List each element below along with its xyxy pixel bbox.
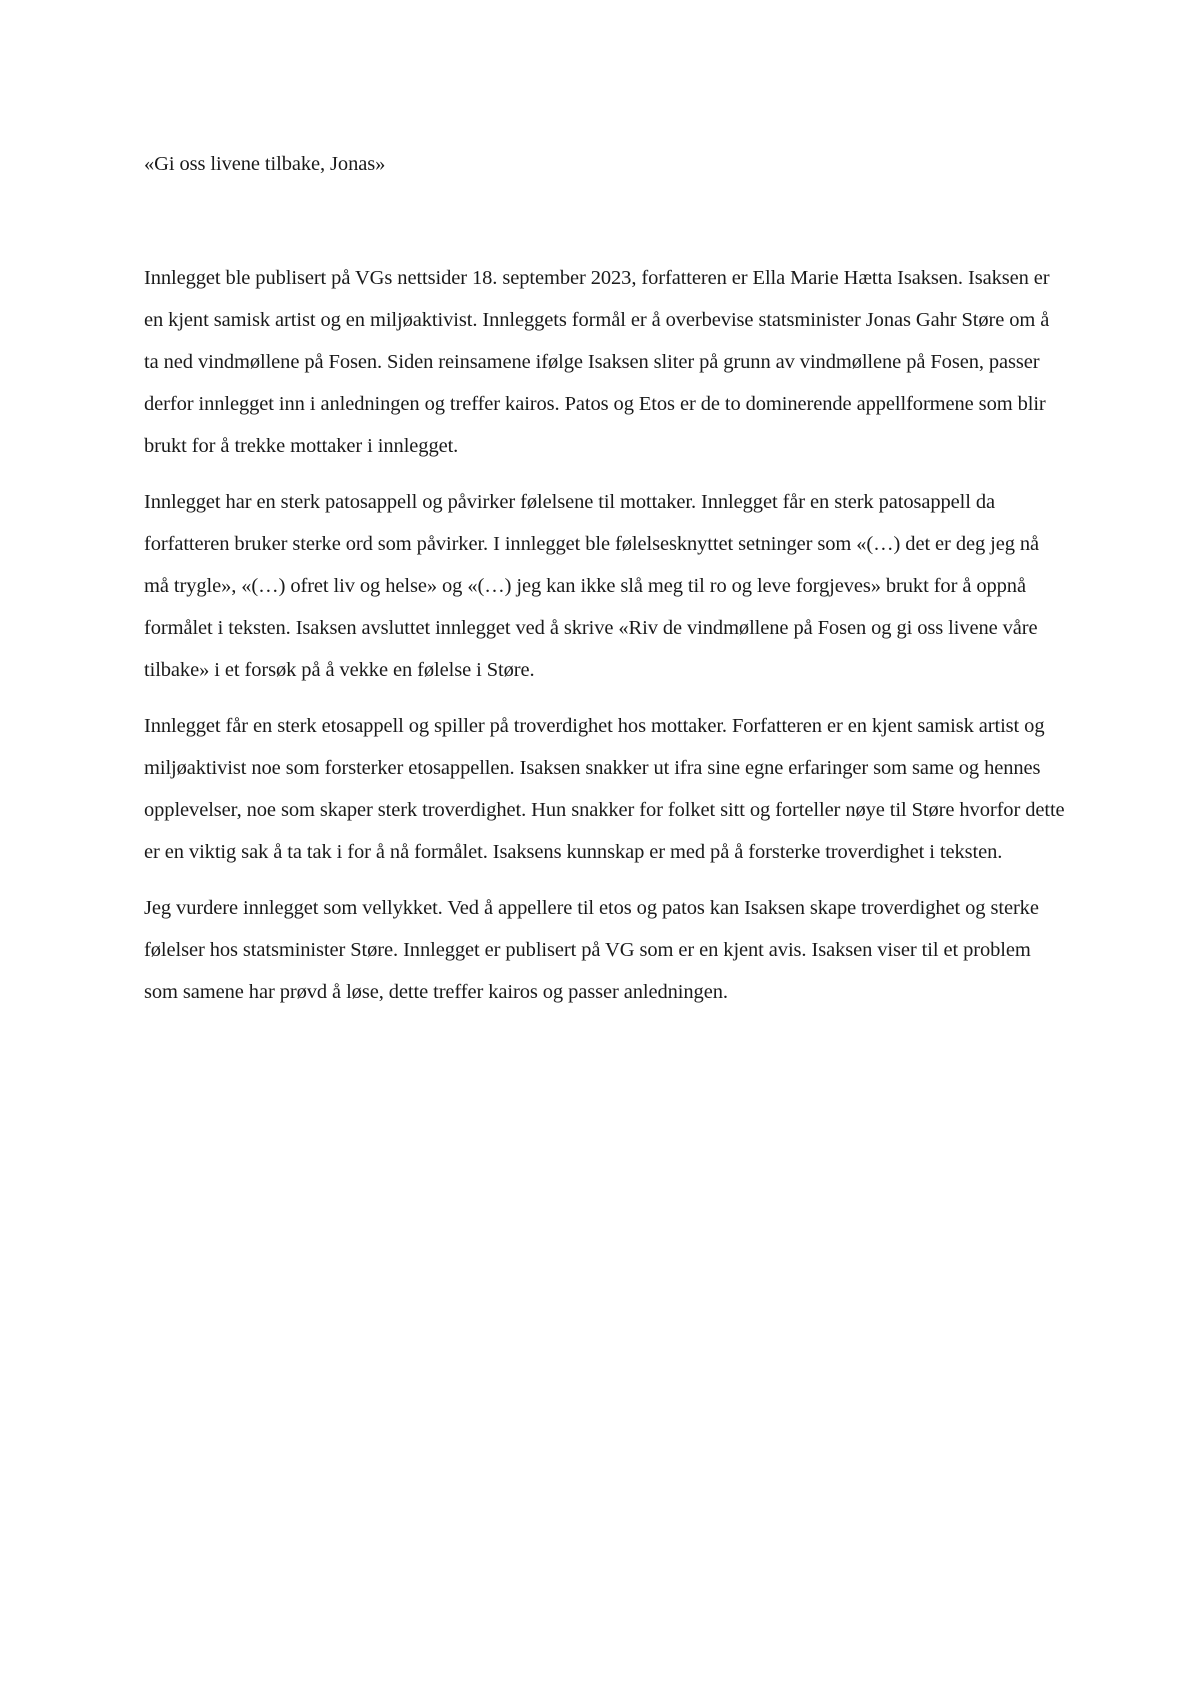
- paragraph-introduction: Innlegget ble publisert på VGs nettsider 18. september 2023, forfatteren er Ella Marie Hætta Isaksen. Isaksen er en kjent samisk artist og en miljøaktivist. Innleggets formål er å overbevise statsminister Jonas Gahr Støre om å ta ned vindmøllene på Fosen. Siden reinsamene ifølge Isaksen sliter på grunn av vindmøllene på Fosen, passer derfor innlegget inn i anledningen og treffer kairos. Patos og Etos er de to dominerende appellformene som blir brukt for å trekke mottaker i innlegget.: [144, 267, 1050, 457]
- paragraph-etos: Innlegget får en sterk etosappell og spiller på troverdighet hos mottaker. Forfatteren er en kjent samisk artist og miljøaktivist noe som forsterker etosappellen. Isaksen snakker ut ifra sine egne erfaringer som same og hennes opplevelser, noe som skaper sterk troverdighet. Hun snakker for folket sitt og forteller nøye til Støre hvorfor dette er en viktig sak å ta tak i for å nå formålet. Isaksens kunnskap er med på å forsterke troverdighet i teksten.: [144, 715, 1065, 863]
- paragraph-conclusion: Jeg vurdere innlegget som vellykket. Ved å appellere til etos og patos kan Isaksen skape troverdighet og sterke følelser hos statsminister Støre. Innlegget er publisert på VG som er en kjent avis. Isaksen viser til et problem som samene har prøvd å løse, dette treffer kairos og passer anledningen.: [144, 897, 1039, 1003]
- document-title: «Gi oss livene tilbake, Jonas»: [144, 153, 386, 175]
- paragraph-patos: Innlegget har en sterk patosappell og påvirker følelsene til mottaker. Innlegget får en sterk patosappell da forfatteren bruker sterke ord som påvirker. I innlegget ble følelsesknyttet setninger som «(…) det er deg jeg nå må trygle», «(…) ofret liv og helse» og «(…) jeg kan ikke slå meg til ro og leve forgjeves» brukt for å oppnå formålet i teksten. Isaksen avsluttet innlegget ved å skrive «Riv de vindmøllene på Fosen og gi oss livene våre tilbake» i et forsøk på å vekke en følelse i Støre.: [144, 491, 1040, 681]
- document-body: [144, 143, 1068, 1027]
